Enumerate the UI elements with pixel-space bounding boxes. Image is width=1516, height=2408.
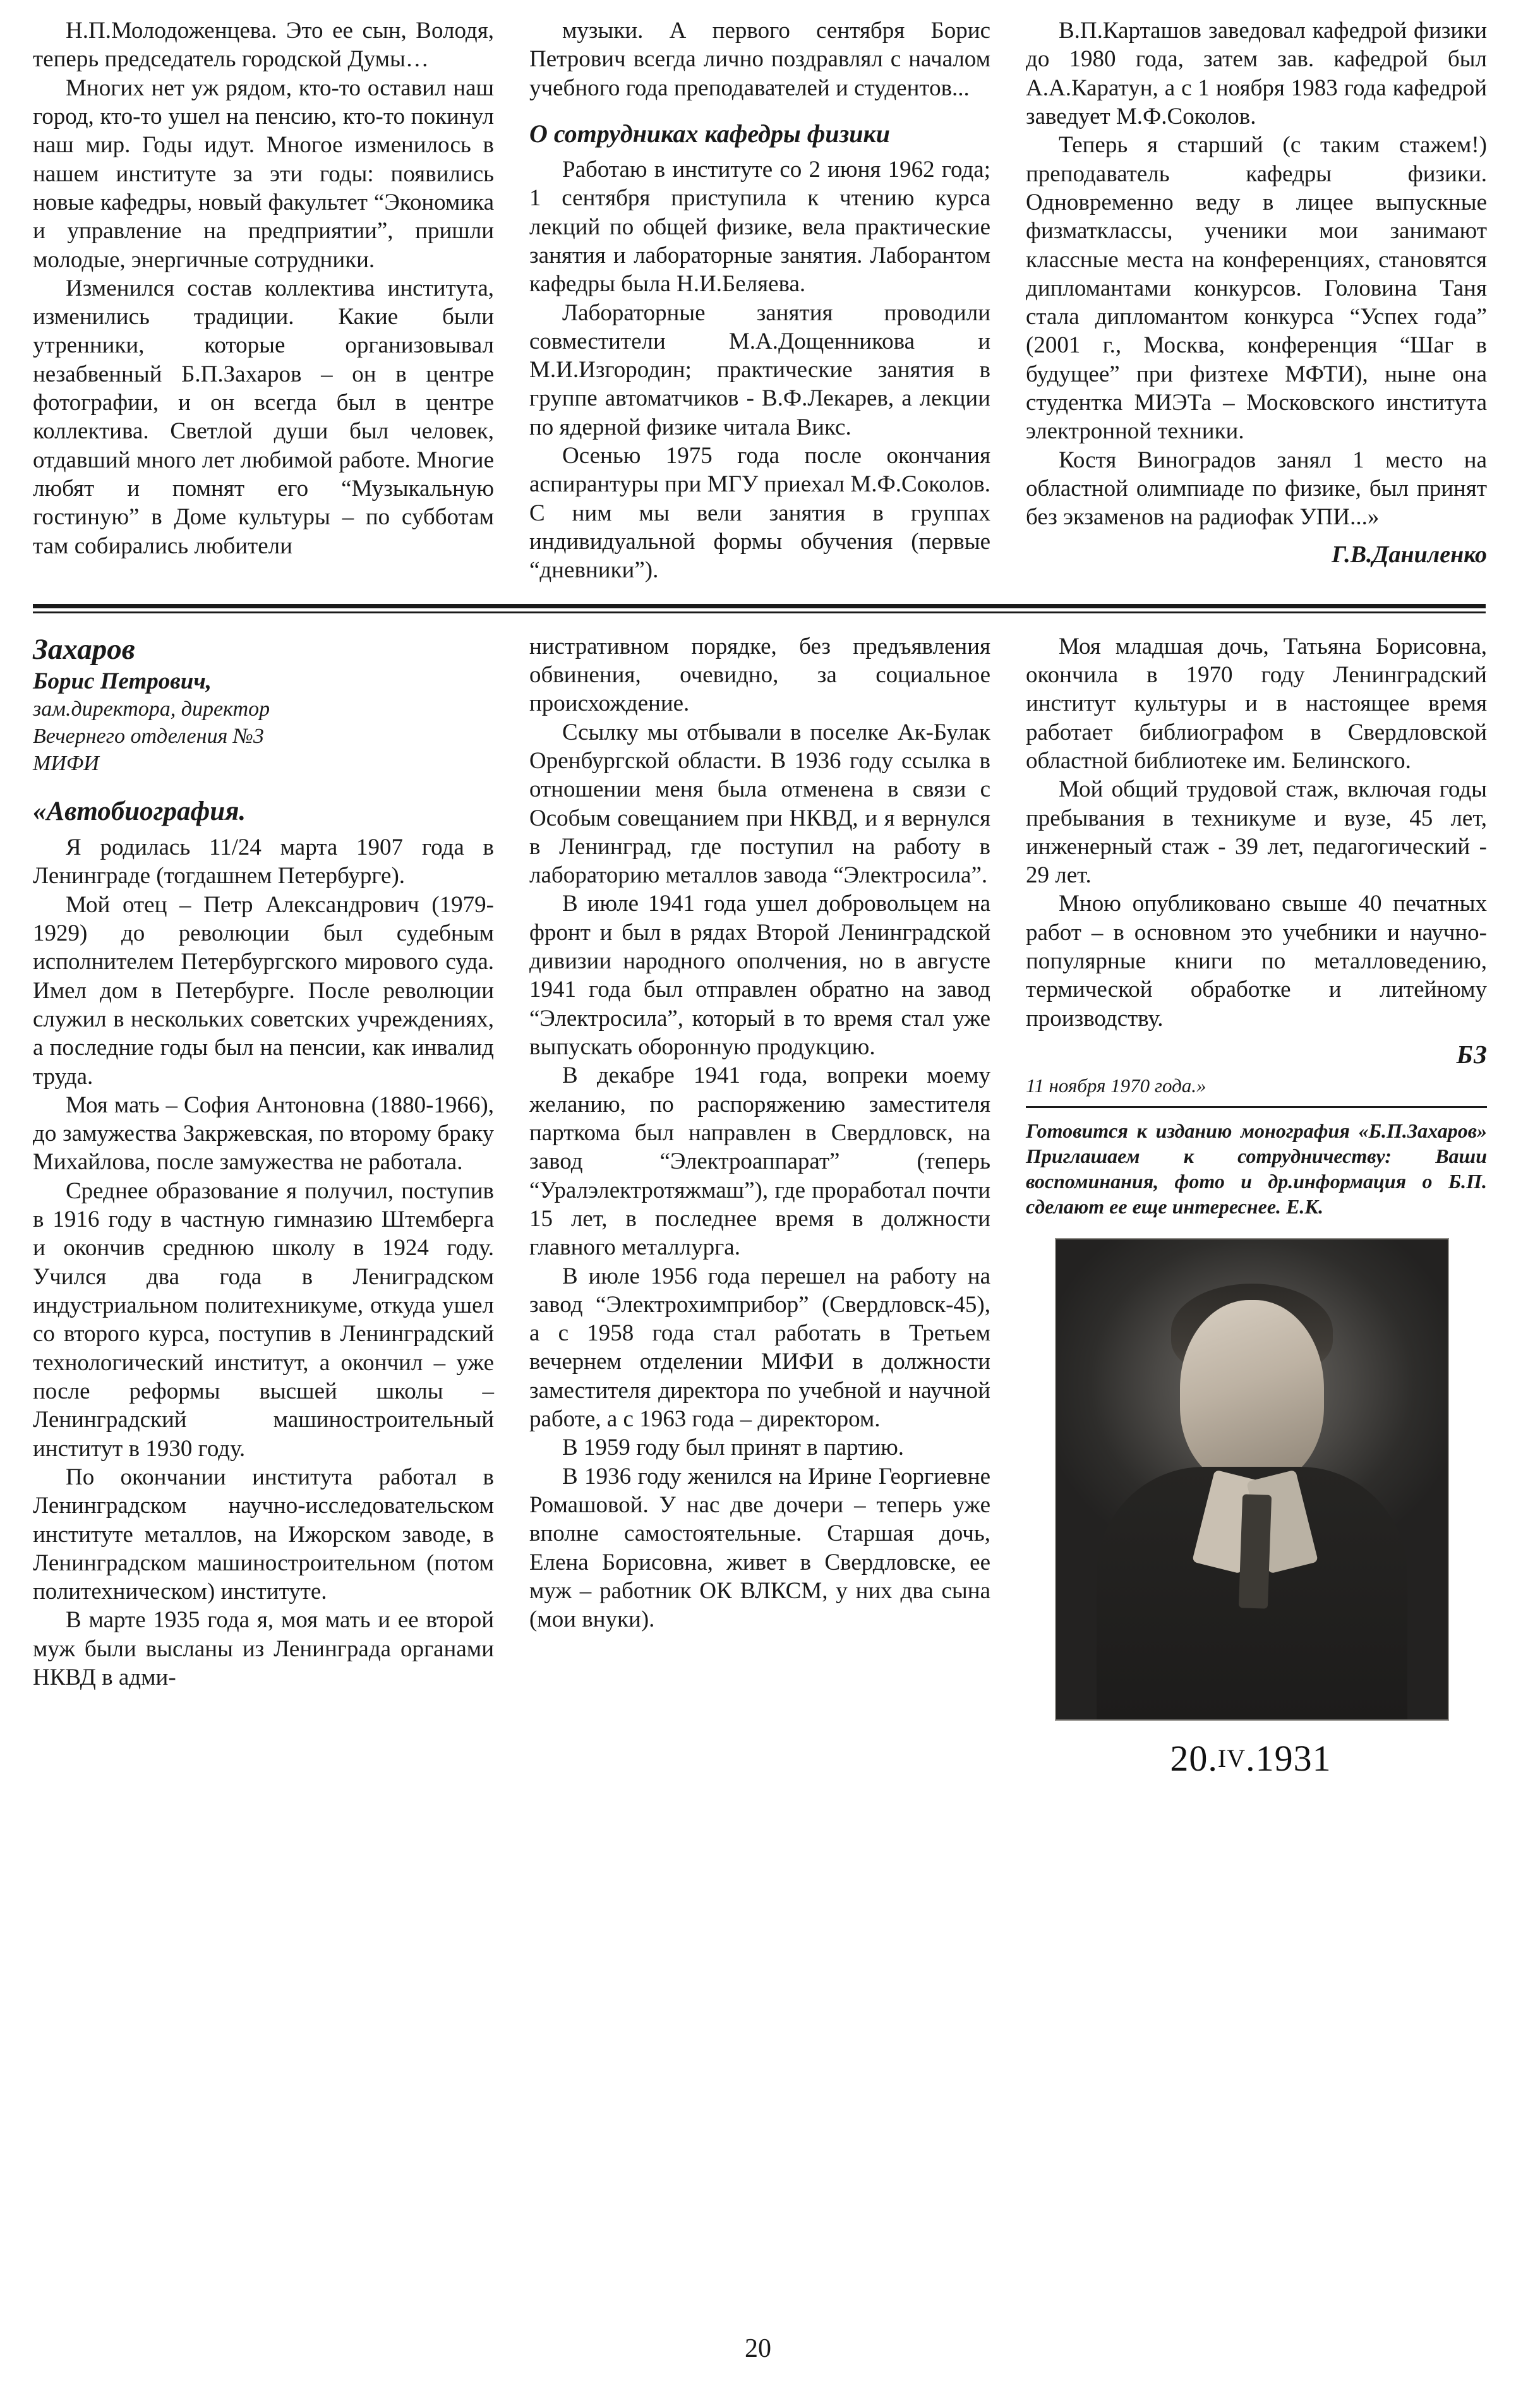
paragraph: Мною опубликовано свыше 40 печатных работ – в основном это учебники и научно-популярные книги по металловедению, термической обработке и литейному производству. bbox=[1026, 891, 1487, 1032]
portrait-head bbox=[1180, 1300, 1324, 1484]
paragraph: В 1936 году женился на Ирине Георгиевне Ромашовой. У нас две дочери – теперь уже вполне самостоятельные. Старшая дочь, Елена Борисовна, живет в Свердловске, ее муж – работник ОК ВЛКСМ, у них два сына (мои внуки). bbox=[529, 1463, 990, 1633]
person-surname: Захаров bbox=[33, 632, 135, 666]
paragraph: Моя младшая дочь, Татьяна Борисовна, окончила в 1970 году Ленинградский институт культуры и в настоящее время работает библиографом в Свердловской областной библиотеке им. Белинского. bbox=[1026, 633, 1487, 774]
paragraph: Моя мать – София Антоновна (1880-1966), до замужества Закржевская, по второму браку Михайлова, после замужества не работала. bbox=[33, 1092, 494, 1176]
paragraph: Костя Виноградов занял 1 место на областной олимпиаде по физике, был принят без экзаменов на радиофак УПИ...» bbox=[1026, 447, 1487, 531]
paragraph: нистративном порядке, без предъявления обвинения, очевидно, за социальное происхождение. bbox=[529, 633, 990, 717]
paragraph: По окончании института работал в Ленинградском научно-исследовательском институте металлов, на Ижорском заводе, в Ленинградском машиностроительном (потом политехническом) институте. bbox=[33, 1464, 494, 1605]
paragraph: В декабре 1941 года, вопреки моему желанию, по распоряжению заместителя парткома был направлен в Свердловск, на завод “Электроаппарат” (теперь “Уралэлектротяжмаш”), где проработал почти 15 лет, в последнее время в должности главного металлурга. bbox=[529, 1063, 990, 1261]
photo-caption-day: 20. bbox=[1170, 1738, 1218, 1779]
paragraph: Работаю в институте со 2 июня 1962 года; 1 сентября приступила к чтению курса лекций по общей физике, вела практические занятия и лабораторные занятия. Лаборантом кафедры была Н.И.Беляева. bbox=[529, 156, 990, 298]
paragraph: В июле 1956 года перешел на работу на завод “Электрохимприбор” (Свердловск-45), а с 1958 года стал работать в Третьем вечернем отделении МИФИ в должности заместителя директора по учебной и научной работе, а с 1963 года – директором. bbox=[529, 1263, 990, 1433]
page-content bbox=[33, 16, 1486, 1779]
paragraph: В 1959 году был принят в партию. bbox=[562, 1435, 904, 1461]
page-number: 20 bbox=[745, 2334, 771, 2363]
paragraph: музыки. А первого сентября Борис Петрович всегда лично поздравлял с началом учебного года преподавателей и студентов... bbox=[529, 18, 990, 101]
person-role-line-3: МИФИ bbox=[33, 751, 99, 775]
paragraph: В июле 1941 года ушел добровольцем на фронт и был в рядах Второй Ленинградской дивизии народного ополчения, но в августе 1941 года был отправлен обратно на завод “Электросила”, который в то время стал уже выпускать оборонную продукцию. bbox=[529, 891, 990, 1060]
paragraph: Лабораторные занятия проводили совместители М.А.Дощенникова и М.И.Изгородин; практические занятия в группе автоматчиков - В.Ф.Лекарев, а лекции по ядерной физике читала Викс. bbox=[529, 299, 990, 440]
person-role-line-2: Вечернего отделения №3 bbox=[33, 724, 264, 748]
photo-caption-year: .1931 bbox=[1246, 1738, 1332, 1779]
paragraph: Ссылку мы отбывали в поселке Ак-Булак Оренбургской области. В 1936 году ссылка в отношении меня была отменена в связи с Особым совещанием при НКВД, и я вернулся в Ленинград, где поступил на работу в лабораторию металлов завода “Электросила”. bbox=[529, 719, 990, 889]
bottom-article-column-3 bbox=[1026, 632, 1487, 1779]
paragraph: Осенью 1975 года после окончания аспирантуры при МГУ приехал М.Ф.Соколов. С ним мы вели занятия в группах индивидуальной формы обучения (первые “дневники”). bbox=[529, 443, 990, 584]
paragraph: В.П.Карташов заведовал кафедрой физики до 1980 года, затем зав. кафедрой был А.А.Каратун, а с 1 ноября 1983 года кафедрой заведует М.Ф.Соколов. bbox=[1026, 18, 1487, 129]
bottom-article-column-1 bbox=[33, 632, 494, 1779]
bottom-article bbox=[33, 632, 1486, 1779]
person-role-line-1: зам.директора, директор bbox=[33, 697, 270, 721]
top-article bbox=[33, 16, 1486, 585]
section-heading-staff: О сотрудниках кафедры физики bbox=[529, 119, 890, 148]
bottom-article-column-2 bbox=[529, 632, 990, 1779]
section-divider-thin bbox=[33, 611, 1486, 613]
portrait-photo bbox=[1055, 1238, 1449, 1721]
paragraph: Я родилась 11/24 марта 1907 года в Ленинграде (тогдашнем Петербурге). bbox=[33, 834, 494, 889]
portrait-tie bbox=[1239, 1494, 1272, 1608]
photo-block bbox=[1055, 1238, 1447, 1779]
paragraph: Изменился состав коллектива института, изменились традиции. Какие были утренники, которые организовывал незабвенный Б.П.Захаров – он в центре фотографии, и он всегда был в центре коллектива. Светлой души был человек, отдавший много лет любимой работе. Многие любят и помнят его “Музыкальную гостиную” в Доме культуры – по субботам там собирались любители bbox=[33, 275, 494, 559]
person-given-name: Борис Петрович, bbox=[33, 668, 212, 694]
paragraph: Мой общий трудовой стаж, включая годы пребывания в техникуме и вузе, 45 лет, инженерный стаж - 39 лет, педагогический - 29 лет. bbox=[1026, 776, 1487, 889]
section-divider-thick bbox=[33, 604, 1486, 608]
paragraph: В марте 1935 года я, моя мать и ее второй муж были высланы из Ленинграда органами НКВД в адми- bbox=[33, 1607, 494, 1691]
top-article-column-2 bbox=[529, 16, 990, 585]
paragraph: Многих нет уж рядом, кто-то оставил наш город, кто-то ушел на пенсию, кто-то покинул наш мир. Годы идут. Многое изменилось в нашем институте за эти годы: появились новые кафедры, новый факультет “Экономика и управление на предприятии”, пришли молодые, энергичные сотрудники. bbox=[33, 75, 494, 273]
top-article-column-3 bbox=[1026, 16, 1487, 585]
paragraph: Теперь я старший (с таким стажем!) преподаватель кафедры физики. Одновременно веду в лицее выпускные физматклассы, ученики мои занимают классные места на конференциях, становятся дипломантами конкурсов. Головина Таня стала дипломантом конкурса “Успех года” (2001 г., Москва, конференция “Шаг в будущее” при физтехе МФТИ), ныне она студентка МИЭТа – Московского института электронной техники. bbox=[1026, 132, 1487, 445]
paragraph: Среднее образование я получил, поступив в 1916 году в частную гимназию Штемберга и окончив среднюю школу в 1924 году. Учился два года в Лениградском индустриальном политехникуме, откуда ушел со второго курса, поступив в Ленинградский технологический институт, а окончил – уже после реформы высшей школы – Ленинградский машиностроительный институт в 1930 году. bbox=[33, 1177, 494, 1462]
initials-signature: БЗ bbox=[1456, 1040, 1487, 1069]
top-article-column-1 bbox=[33, 16, 494, 585]
photo-caption-date bbox=[1055, 1737, 1447, 1779]
author-signature: Г.В.Даниленко bbox=[1332, 541, 1487, 568]
paragraph: Н.П.Молодоженцева. Это ее сын, Володя, теперь председатель городской Думы… bbox=[33, 18, 494, 73]
editorial-note: Готовится к изданию монография «Б.П.Захаров» Приглашаем к сотрудничеству: Ваши воспоминания, фото и др.информация о Б.П. сделают ее еще интереснее. Е.К. bbox=[1026, 1119, 1487, 1218]
paragraph: Мой отец – Петр Александрович (1979-1929) до революции был судебным исполнителем Петербургского мирового суда. Имел дом в Петербурге. После революции служил в нескольких советских учреждениях, а последние годы был на пенсии, как инвалид труда. bbox=[33, 891, 494, 1090]
date-line: 11 ноября 1970 года.» bbox=[1026, 1075, 1206, 1097]
photo-caption-month: IV bbox=[1217, 1744, 1246, 1773]
autobiography-heading: «Автобиография. bbox=[33, 797, 246, 827]
note-divider-top bbox=[1026, 1106, 1487, 1108]
